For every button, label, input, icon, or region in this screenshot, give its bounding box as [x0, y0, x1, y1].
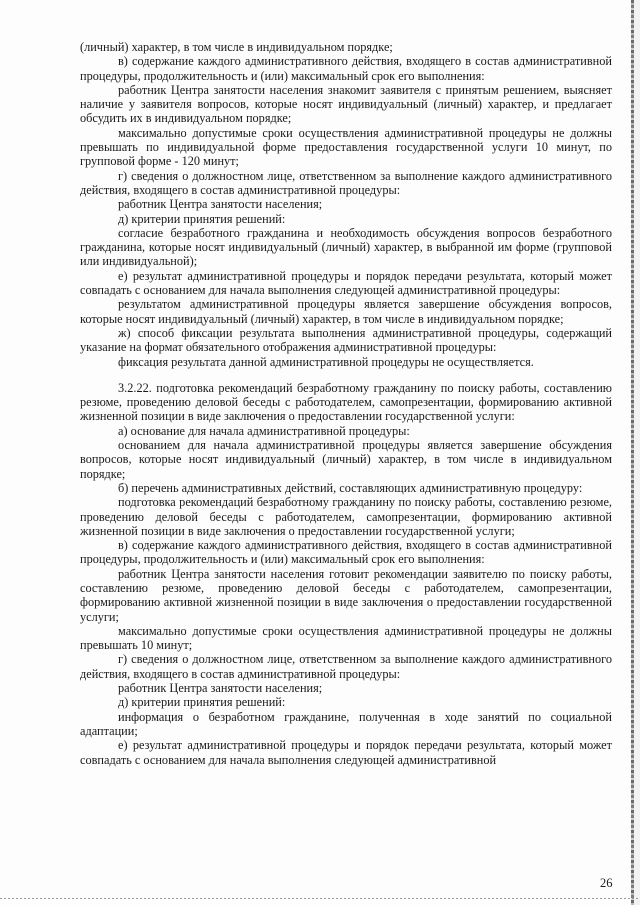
paragraph: д) критерии принятия решений: — [118, 695, 286, 710]
paragraph: максимально допустимые сроки осуществления административной процедуры не должны превышать 10 минут; — [80, 623, 612, 653]
page-edge-shadow — [634, 0, 640, 905]
paragraph: д) критерии принятия решений: — [118, 211, 286, 226]
paragraph: максимально допустимые сроки осуществления административной процедуры не должны превышать по индивидуальной форме предоставления государственной услуги 10 минут, по групповой форме - 120 минут; — [80, 125, 612, 169]
paragraph: работник Центра занятости населения готовит рекомендации заявителю по поиску работы, составлению резюме, проведению деловой беседы с работодателем, самопрезентации, формированию активной жизненной позиции в виде заключения о предоставлении государственной услуги; — [80, 566, 612, 624]
page-bottom-border — [0, 898, 640, 899]
paragraph: ж) способ фиксации результата выполнения административной процедуры, содержащий указание на формат обязательного отображения административной процедуры: — [80, 325, 612, 355]
paragraph: информация о безработном гражданине, полученная в ходе занятий по социальной адаптации; — [80, 709, 612, 738]
paragraph: а) основание для начала административной процедуры: — [118, 423, 410, 438]
paragraph: в) содержание каждого административного действия, входящего в состав административной процедуры, продолжительность и (или) максимальный срок его выполнения: — [80, 538, 612, 567]
section-heading-3-2-22: 3.2.22. подготовка рекомендаций безработному гражданину по поиску работы, составлению резюме, проведению деловой беседы с работодателем, самопрезентации, формированию активной жизненной позиции в виде заключения о предоставлении государственной услуги: — [80, 380, 612, 424]
paragraph: г) сведения о должностном лице, ответственном за выполнение каждого административного действия, входящего в состав административной процедуры: — [80, 652, 612, 681]
paragraph: работник Центра занятости населения; — [118, 681, 323, 696]
paragraph: е) результат административной процедуры и порядок передачи результата, который может совпадать с основанием для начала выполнения следующей административной — [80, 738, 612, 767]
page-edge-scan-artifact — [631, 0, 634, 905]
paragraph: (личный) характер, в том числе в индивидуальном порядке; — [80, 40, 393, 54]
paragraph: основанием для начала административной процедуры является завершение обсуждения вопросов, которые носят индивидуальный (личный) характер, в том числе в индивидуальном порядке; — [80, 438, 612, 481]
paragraph: г) сведения о должностном лице, ответственном за выполнение каждого административного действия, входящего в состав административной процедуры: — [80, 168, 612, 197]
paragraph: е) результат административной процедуры и порядок передачи результата, который может совпадать с основанием для начала выполнения следующей административной процедуры: — [80, 268, 612, 298]
paragraph: работник Центра занятости населения; — [118, 197, 323, 212]
paragraph: фиксация результата данной административной процедуры не осуществляется. — [118, 354, 534, 369]
paragraph: подготовка рекомендаций безработному гражданину по поиску работы, составлению резюме, проведению деловой беседы с работодателем, самопрезентации, формированию активной жизненной позиции в виде заключения о предоставлении государственной услуги; — [80, 495, 612, 538]
paragraph: работник Центра занятости населения знакомит заявителя с принятым решением, выясняет наличие у заявителя вопросов, которые носят индивидуальный (личный) характер, и предлагает обсудить их в индивидуальном порядке; — [80, 82, 612, 126]
paragraph: б) перечень административных действий, составляющих административную процедуру: — [118, 480, 583, 495]
page-number: 26 — [600, 876, 613, 890]
paragraph: согласие безработного гражданина и необходимость обсуждения вопросов безработного гражданина, которые носят индивидуальный (личный) характер, в выбранной им форме (групповой или индивидуальной); — [80, 225, 612, 269]
paragraph: в) содержание каждого административного действия, входящего в состав административной процедуры, продолжительность и (или) максимальный срок его выполнения: — [80, 54, 612, 83]
body-text — [80, 40, 612, 767]
paragraph: результатом административной процедуры является завершение обсуждения вопросов, которые носят индивидуальный (личный) характер, в том числе в индивидуальном порядке; — [80, 297, 612, 326]
